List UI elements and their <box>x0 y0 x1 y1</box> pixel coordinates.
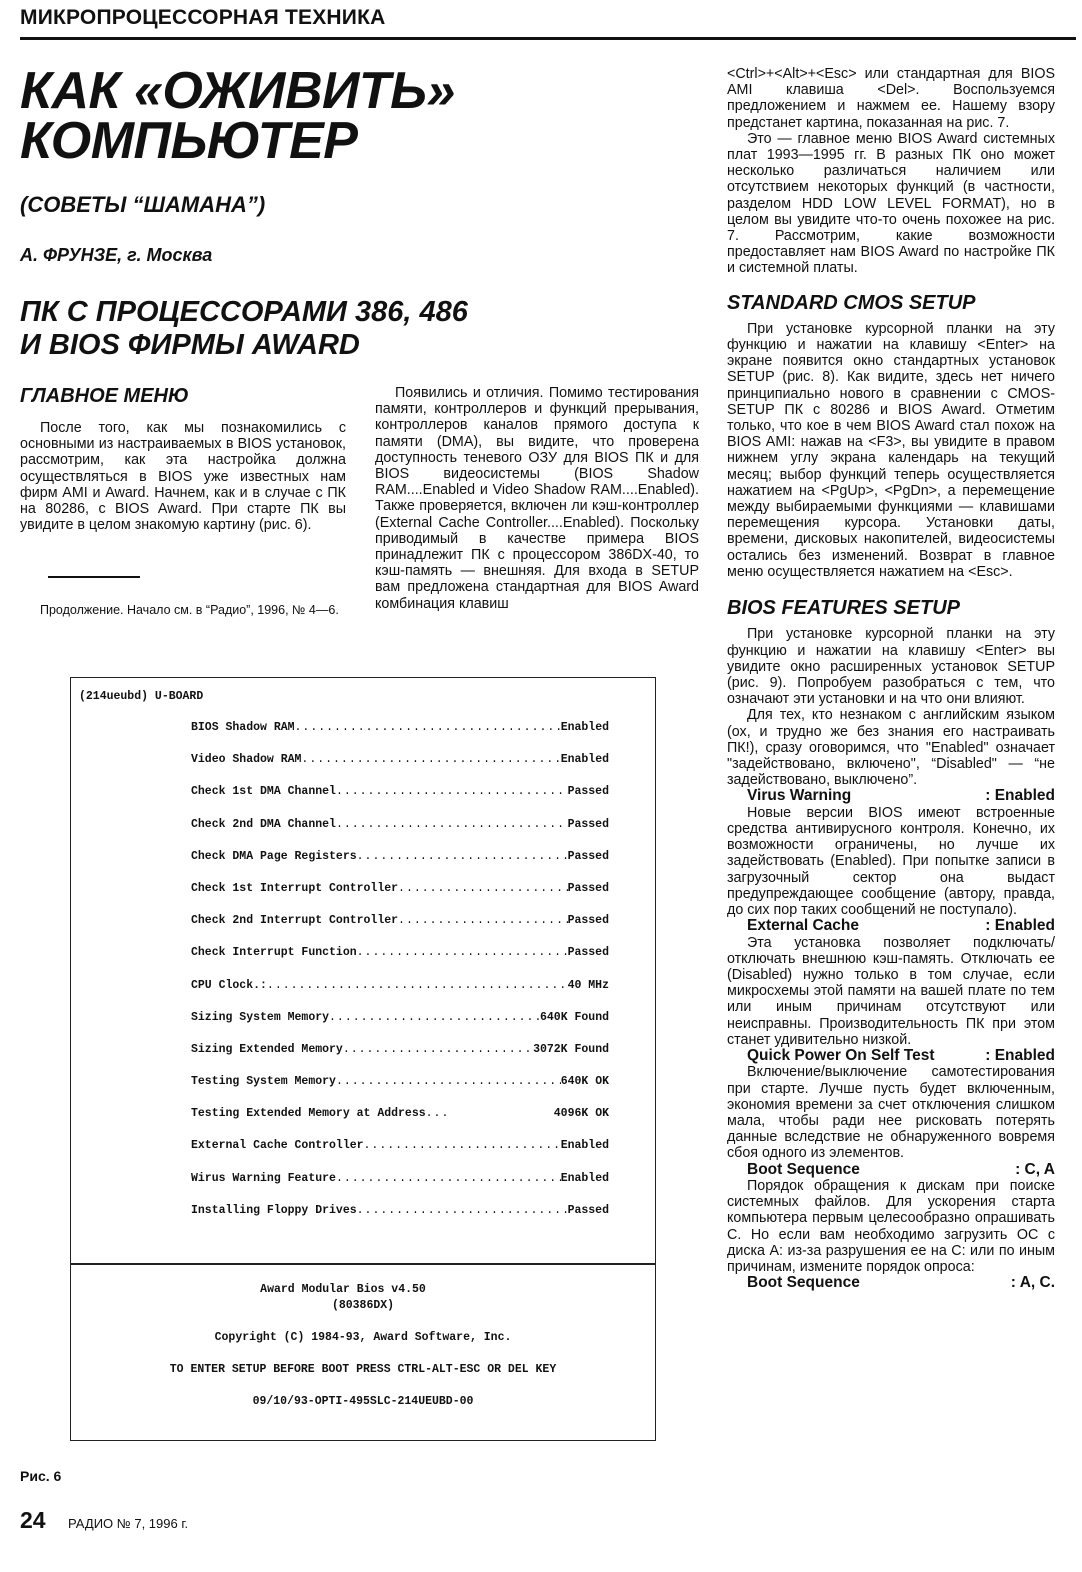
paragraph: Для тех, кто незнаком с английским языком (ох, и трудно же без знания его настраивать ПК!), сразу оговоримся, что "Enabled" означает "задействовано, включено", “Disabled" — “не задействовано, выключено”. <box>727 707 1055 789</box>
footnote <box>20 602 346 619</box>
post-value: Enabled <box>560 753 609 767</box>
post-row <box>191 1139 609 1171</box>
post-label: External Cache Controller <box>191 1139 364 1153</box>
heading-standard-cmos-setup: STANDARD CMOS SETUP <box>727 291 976 314</box>
article-subtitle: (СОВЕТЫ “ШАМАНА”) <box>20 192 266 217</box>
param-name: Quick Power On Self Test <box>747 1046 935 1064</box>
figure-divider <box>71 1263 655 1265</box>
post-value: Passed <box>567 785 609 799</box>
setup-prompt: TO ENTER SETUP BEFORE BOOT PRESS CTRL-ALT-ESC OR DEL KEY <box>169 1363 557 1376</box>
post-value: 640K Found <box>539 1010 609 1024</box>
post-row <box>191 882 609 914</box>
part-title-line-1: ПК С ПРОЦЕССОРАМИ 386, 486 <box>20 296 468 328</box>
param-description: Новые версии BIOS имеют встроенные средства антивирусного контроля. Конечно, их возможности ограничены, но лучше их задействовать (Enabled). При попытке записи в загрузочный сектор она выдаст предупреждающее сообщение (автору, правда, до сих пор таких сообщений не поступало). <box>727 804 1055 918</box>
param-value: : C, A <box>1015 1160 1055 1178</box>
post-row <box>191 1204 609 1236</box>
bios-copyright: Copyright (C) 1984-93, Award Software, Inc. <box>214 1331 512 1344</box>
post-label: Check 2nd DMA Channel <box>191 817 336 831</box>
article-author: А. ФРУНЗЕ, г. Москва <box>20 245 213 265</box>
param-value: : Enabled <box>985 787 1055 805</box>
param-virus-warning <box>727 788 1055 918</box>
bios-cpu: (80386DX) <box>331 1299 395 1312</box>
post-value: Enabled <box>560 1171 609 1185</box>
figure-caption: Рис. 6 <box>20 1468 62 1484</box>
header-rule <box>20 37 1076 40</box>
post-row <box>191 1107 609 1139</box>
post-label: Wirus Warning Feature <box>191 1171 336 1185</box>
post-value: Passed <box>567 817 609 831</box>
footnote-text: Продолжение. Начало см. в “Радио”, 1996, № 4—6. <box>40 603 339 617</box>
param-value: : Enabled <box>985 917 1055 935</box>
post-label: Testing Extended Memory at Address <box>191 1107 426 1121</box>
param-quick-post <box>727 1048 1055 1162</box>
post-value: 4096K OK <box>553 1107 609 1121</box>
footnote-rule <box>48 576 140 578</box>
post-row <box>191 914 609 946</box>
param-boot-sequence <box>727 1162 1055 1276</box>
post-row <box>191 850 609 882</box>
post-label: Installing Floppy Drives <box>191 1203 357 1217</box>
post-label: Check Interrupt Function <box>191 946 357 960</box>
column-2-text <box>375 385 699 612</box>
heading-main-menu: ГЛАВНОЕ МЕНЮ <box>20 385 189 407</box>
page-number: 24 <box>20 1507 46 1533</box>
paragraph: После того, как мы познакомились с основными из настраиваемых в BIOS установок, рассмотрим, как эта настройка должна осуществляться в BIOS уже известных нам фирм AMI и Award. Начнем, как и в случае с ПК на 80286, с BIOS Award. При старте ПК вы увидите в целом знакомую картину (рис. 6). <box>20 420 346 534</box>
post-row <box>191 946 609 978</box>
post-row <box>191 1172 609 1204</box>
param-value: : Enabled <box>985 1046 1055 1064</box>
post-row <box>191 818 609 850</box>
paragraph: Это — главное меню BIOS Award системных плат 1993—1995 гг. В разных ПК оно может несколько различаться наличием или отсутствием некоторых функций (в частности, разделом HDD LOW LEVEL FORMAT), но в целом вы увидите что-то очень похожее на рис. 7. Рассмотрим, какие возможности предоставляет нам BIOS Award по настройке ПК и системной платы. <box>727 130 1055 277</box>
post-row <box>191 753 609 785</box>
param-value: : A, C. <box>1010 1274 1055 1292</box>
post-label: Check DMA Page Registers <box>191 849 357 863</box>
post-value: Passed <box>567 849 609 863</box>
post-value: Passed <box>567 881 609 895</box>
part-title <box>20 296 468 362</box>
post-label: Sizing System Memory <box>191 1010 330 1024</box>
post-value: 40 MHz <box>567 978 609 992</box>
post-label: Sizing Extended Memory <box>191 1042 343 1056</box>
post-label: Check 2nd Interrupt Controller <box>191 914 399 928</box>
column-3-text <box>727 66 1055 1292</box>
section-header: МИКРОПРОЦЕССОРНАЯ ТЕХНИКА <box>20 6 386 29</box>
post-value: Passed <box>567 1203 609 1217</box>
post-row <box>191 785 609 817</box>
post-value: 3072K Found <box>533 1042 609 1056</box>
bios-name: Award Modular Bios v4.50 <box>260 1283 426 1296</box>
post-row <box>191 979 609 1011</box>
post-check-list <box>191 721 609 1236</box>
heading-bios-features-setup: BIOS FEATURES SETUP <box>727 597 960 620</box>
post-label: Video Shadow RAM <box>191 753 302 767</box>
post-value: Passed <box>567 914 609 928</box>
post-row <box>191 721 609 753</box>
post-row <box>191 1075 609 1107</box>
figure-bios-post-screen <box>70 677 656 1441</box>
param-external-cache <box>727 918 1055 1048</box>
paragraph: При установке курсорной планки на эту функцию и нажатии на клавишу <Enter> вы увидите окно расширенных установок SETUP (рис. 9). Попробуем разобраться с тем, что означают эти установки и на что они влияют. <box>727 626 1055 708</box>
paragraph: При установке курсорной планки на эту функцию и нажатии на клавишу <Enter> на экране появится окно стандартных установок SETUP (рис. 8). Как видите, здесь нет ничего принципиально нового в сравнении с CMOS-SETUP ПК с 80286 и BIOS Award. Отметим только, что кое в чем BIOS Award стал похож на BIOS AMI: нажав на <F3>, вы увидите в правом нижнем углу экрана календарь на текущий месяц; выбор функций теперь осуществляется нажатием на <PgUp>, <PgDn>, а перемещение между выбираемыми функциями — клавишами перемещения курсора. Установки даты, времени, дисковых накопителей, видеосистемы остались без изменений. Возврат в главное меню осуществляется нажатием на <Esc>. <box>727 320 1055 580</box>
param-description: Порядок обращения к дискам при поиске системных файлов. Для ускорения старта компьютера первым целесообразно опрашивать C. Но если вам необходимо загрузить ОС с диска A: из-за разрушения ее на C: или по иным причинам, измените порядок опроса: <box>727 1178 1055 1276</box>
post-value: Passed <box>567 946 609 960</box>
board-id: (214ueubd) U-BOARD <box>79 690 204 703</box>
part-title-line-2: И BIOS ФИРМЫ AWARD <box>20 329 360 361</box>
article-title <box>20 62 455 170</box>
title-line-1: КАК «ОЖИВИТЬ» <box>20 62 455 120</box>
post-value: Enabled <box>560 721 609 734</box>
post-label: Testing System Memory <box>191 1075 336 1089</box>
bios-info <box>71 1282 655 1410</box>
column-1-text <box>20 420 346 533</box>
post-label: CPU Clock.: <box>191 978 267 992</box>
post-row <box>191 1043 609 1075</box>
issue-label: РАДИО № 7, 1996 г. <box>68 1516 189 1531</box>
param-boot-sequence-alt <box>727 1275 1055 1291</box>
param-description: Эта установка позволяет подключать/отключать внешнюю кэш-память. Отключать ее (Disabled) нужно только в том случае, если микросхемы этой памяти на вашей плате по тем или иным причинам отсутствуют или неисправны. Производительность ПК при этом станет удивительно низкой. <box>727 934 1055 1048</box>
post-label: BIOS Shadow RAM <box>191 721 295 734</box>
param-name: External Cache <box>747 917 859 935</box>
post-label: Check 1st DMA Channel <box>191 785 336 799</box>
param-name: Virus Warning <box>747 787 852 805</box>
post-row <box>191 1011 609 1043</box>
post-label: Check 1st Interrupt Controller <box>191 881 399 895</box>
param-description: Включение/выключение самотестирования при старте. Лучше пусть будет включенным, экономия времени за счет отключения слишком мала, чтобы ради нее рисковать потерять данные вследствие не обнаруженного вовремя сбоя одного из элементов. <box>727 1064 1055 1162</box>
title-line-2: КОМПЬЮТЕР <box>20 112 358 170</box>
post-value: 640K OK <box>560 1075 609 1089</box>
paragraph: <Ctrl>+<Alt>+<Esc> или стандартная для BIOS AMI клавиша <Del>. Воспользуемся предложением и нажмем ее. Нашему взору предстанет картина, показанная на рис. 7. <box>727 66 1055 131</box>
param-name: Boot Sequence <box>747 1160 860 1178</box>
paragraph: Появились и отличия. Помимо тестирования памяти, контроллеров и функций прерывания, контроллеров каналов прямого доступа к памяти (DMA), вы видите, что проверена доступность теневого ОЗУ для BIOS ПК и для BIOS видеосистемы (BIOS Shadow RAM....Enabled и Video Shadow RAM....Enabled). Также проверяется, включен ли кэш-контроллер (External Cache Controller....Enabled). Поскольку приводимый в качестве примера BIOS принадлежит ПК с процессором 386DX-40, то кэш-память — внешняя. Для входа в SETUP вам предложена стандартная для BIOS Award комбинация клавиш <box>375 385 699 612</box>
bios-id-string: 09/10/93-OPTI-495SLC-214UEUBD-00 <box>252 1395 474 1408</box>
post-value: Enabled <box>560 1139 609 1153</box>
param-name: Boot Sequence <box>747 1274 860 1292</box>
